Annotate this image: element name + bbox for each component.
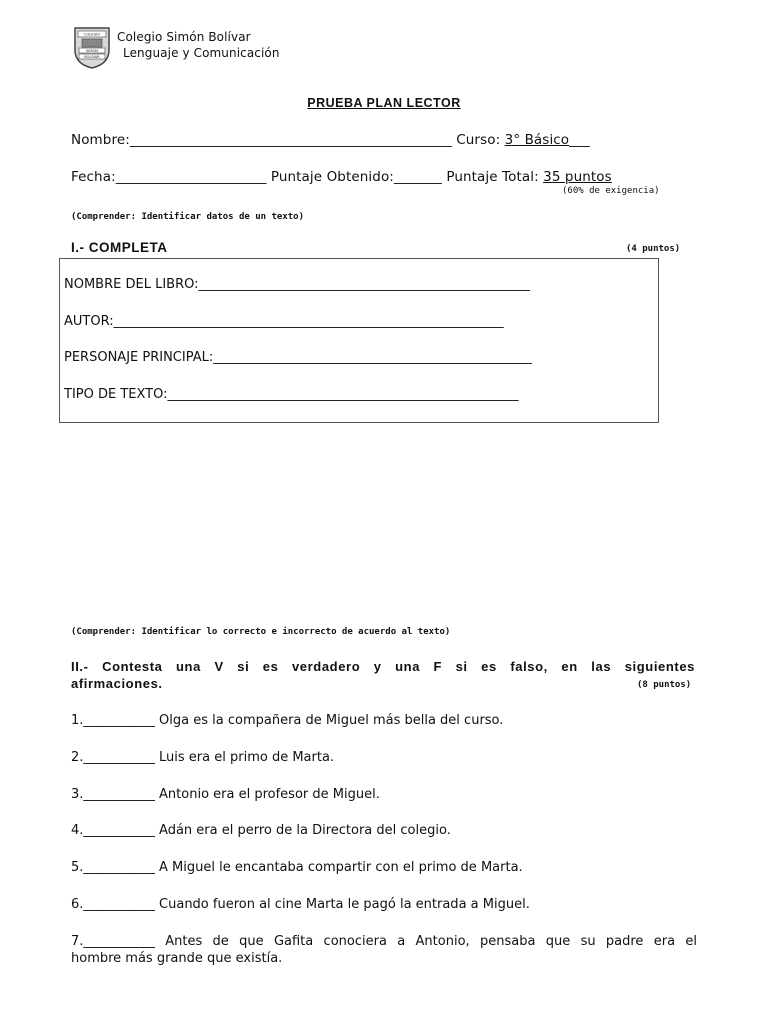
field-libro-label: NOMBRE DEL LIBRO: xyxy=(64,277,199,292)
field-personaje xyxy=(64,350,532,365)
field-tipo-label: TIPO DE TEXTO: xyxy=(64,387,168,402)
question-4: 4.___________ Adán era el perro de la Directora del colegio. xyxy=(71,823,451,838)
curso-label: Curso: xyxy=(456,132,501,148)
school-name: Colegio Simón Bolívar xyxy=(117,30,251,44)
question-5: 5.___________ A Miguel le encantaba compartir con el primo de Marta. xyxy=(71,860,523,875)
school-crest-logo xyxy=(72,26,112,70)
logo-text-1: COLEGIO xyxy=(83,32,101,37)
section1-skill: (Comprender: Identificar datos de un texto) xyxy=(71,212,304,222)
field-autor-label: AUTOR: xyxy=(64,314,114,329)
field-personaje-blank[interactable]: _________________________________________________ xyxy=(213,350,532,365)
nombre-blank[interactable]: _______________________________________________ xyxy=(129,132,452,148)
section2-skill: (Comprender: Identificar lo correcto e incorrecto de acuerdo al texto) xyxy=(71,627,451,637)
nombre-label: Nombre: xyxy=(71,132,130,148)
question-3: 3.___________ Antonio era el profesor de Miguel. xyxy=(71,787,380,802)
puntaje-total-label: Puntaje Total: xyxy=(446,169,539,185)
field-tipo-blank[interactable]: ______________________________________________________ xyxy=(167,387,519,402)
question-6: 6.___________ Cuando fueron al cine Marta le pagó la entrada a Miguel. xyxy=(71,897,530,912)
question-2: 2.___________ Luis era el primo de Marta. xyxy=(71,750,335,765)
section1-box xyxy=(59,258,659,423)
subject-name: Lenguaje y Comunicación xyxy=(123,46,280,60)
curso-blank: ___ xyxy=(569,132,590,148)
logo-text-2: SIMÓN xyxy=(86,49,98,53)
fecha-blank[interactable]: ______________________ xyxy=(115,169,267,185)
fecha-row xyxy=(71,169,612,185)
field-tipo xyxy=(64,387,519,402)
nombre-row xyxy=(71,132,590,148)
field-libro-blank[interactable]: ___________________________________________________ xyxy=(198,277,530,292)
field-personaje-label: PERSONAJE PRINCIPAL: xyxy=(64,350,214,365)
puntaje-obtenido-label: Puntaje Obtenido: xyxy=(270,169,394,185)
curso-value: 3° Básico xyxy=(504,132,570,148)
logo-text-3: BOLÍVAR xyxy=(84,55,100,59)
section1-points: (4 puntos) xyxy=(626,244,681,254)
field-libro xyxy=(64,277,530,292)
exigencia-note: (60% de exigencia) xyxy=(562,186,660,196)
puntaje-total-value: 35 puntos xyxy=(543,169,612,185)
section2-title-line2: afirmaciones. xyxy=(71,676,163,691)
section1-title: I.- COMPLETA xyxy=(71,240,168,255)
field-autor-blank[interactable]: ____________________________________________________________ xyxy=(113,314,504,329)
fecha-label: Fecha: xyxy=(71,169,116,185)
section2-title: II.- Contesta una V si es verdadero y una F si es falso, en las siguientes xyxy=(71,659,695,674)
question-7: 7.___________ Antes de que Gafita conociera a Antonio, pensaba que su padre era el xyxy=(71,934,697,949)
puntaje-obtenido-blank[interactable]: _______ xyxy=(393,169,442,185)
field-autor xyxy=(64,314,504,329)
question-1: 1.___________ Olga es la compañera de Miguel más bella del curso. xyxy=(71,713,504,728)
page-title: PRUEBA PLAN LECTOR xyxy=(307,96,461,110)
section2-points: (8 puntos) xyxy=(637,680,692,690)
question-7-line2: hombre más grande que existía. xyxy=(71,951,283,966)
